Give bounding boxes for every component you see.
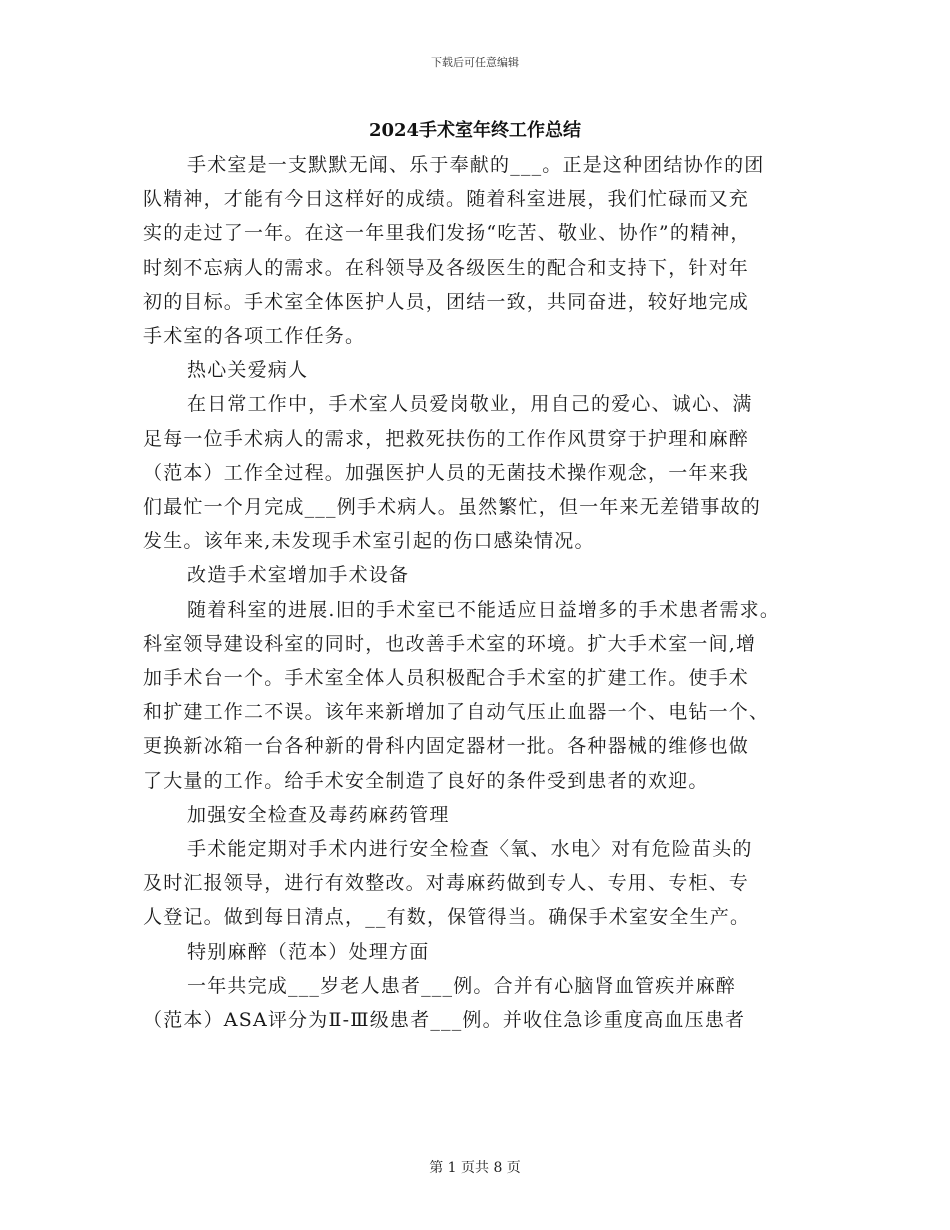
paragraph-equipment [143,593,823,798]
text-line: 加手术台一个。手术室全体人员积极配合手术室的扩建工作。使手术 [143,667,750,690]
text-line: 足每一位手术病人的需求，把救死扶伤的工作作风贯穿于护理和麻醉 [143,427,750,450]
section-heading: 热心关爱病人 [187,359,309,382]
text-line: 时刻不忘病人的需求。在科领导及各级医生的配合和支持下，针对年 [143,256,750,279]
text-line: 在日常工作中，手术室人员爱岗敬业，用自己的爱心、诚心、满 [187,393,753,416]
text-line: 手术室的各项工作任务。 [143,325,366,348]
paragraph-anesthesia [143,969,823,1037]
paragraph-intro [143,148,823,353]
page-footer: 第 1 页共 8 页 [429,1160,521,1176]
text-line: 科室领导建设科室的同时，也改善手术室的环境。扩大手术室一间,增 [143,632,757,655]
section-heading: 改造手术室增加手术设备 [187,564,410,587]
text-line: 手术能定期对手术内进行安全检查〈氧、水电〉对有危险苗头的 [187,838,753,861]
section-heading-safety [143,798,823,832]
text-line: 队精神，才能有今日这样好的成绩。随着科室进展，我们忙碌而又充 [143,188,750,211]
text-line: 更换新冰箱一台各种新的骨科内固定器材一批。各种器械的维修也做 [143,735,750,758]
document-body [143,148,823,1037]
section-heading: 加强安全检查及毒药麻药管理 [187,803,450,826]
text-line: 人登记。做到每日清点，__有数，保管得当。确保手术室安全生产。 [143,906,751,929]
text-line: 发生。该年来,未发现手术室引起的伤口感染情况。 [143,530,595,553]
text-line: 了大量的工作。给手术安全制造了良好的条件受到患者的欢迎。 [143,769,709,792]
text-line: 实的走过了一年。在这一年里我们发扬“吃苦、敬业、协作”的精神， [143,222,751,245]
section-heading-equipment [143,558,823,592]
text-line: 及时汇报领导，进行有效整改。对毒麻药做到专人、专用、专柜、专 [143,872,750,895]
paragraph-patient-care [143,387,823,558]
text-line: （范本）ASA评分为Ⅱ-Ⅲ级患者___例。并收住急诊重度高血压患者 [143,1009,746,1032]
paragraph-safety [143,832,823,935]
text-line: （范本）工作全过程。加强医护人员的无菌技术操作观念，一年来我 [143,461,750,484]
section-heading: 特别麻醉（范本）处理方面 [187,940,430,963]
text-line: 初的目标。手术室全体医护人员，团结一致，共同奋进，较好地完成 [143,290,750,313]
text-line: 们最忙一个月完成___例手术病人。虽然繁忙，但一年来无差错事故的 [143,496,761,519]
section-heading-anesthesia [143,935,823,969]
document-title: 2024手术室年终工作总结 [368,120,582,141]
text-line: 和扩建工作二不误。该年来新增加了自动气压止血器一个、电钻一个、 [143,701,770,724]
header-note: 下载后可任意编辑 [431,56,519,69]
section-heading-patient-care [143,353,823,387]
text-line: 手术室是一支默默无闻、乐于奉献的___。正是这种团结协作的团 [187,154,765,176]
text-line: 随着科室的进展.旧的手术室已不能适应日益增多的手术患者需求。 [187,598,781,621]
text-line: 一年共完成___岁老人患者___例。合并有心脑肾血管疾并麻醉 [187,974,737,997]
